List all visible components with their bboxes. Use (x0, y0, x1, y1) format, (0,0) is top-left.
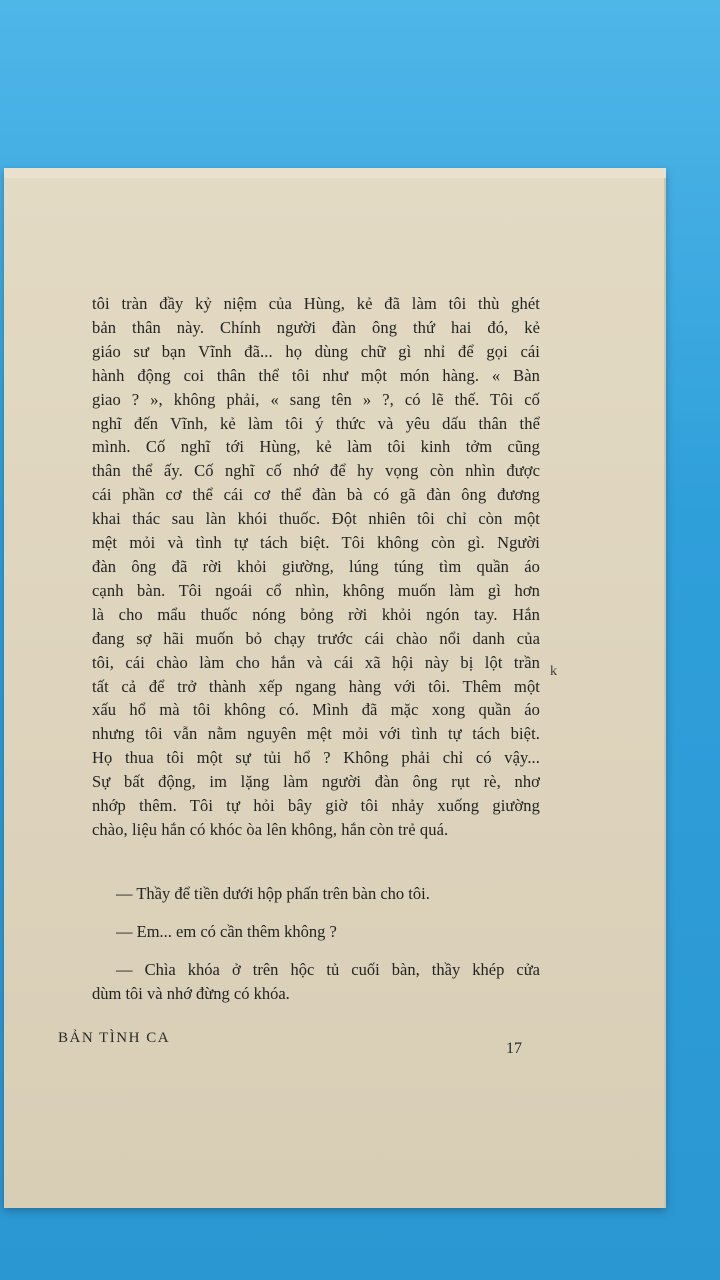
text-line: nhớp thêm. Tôi tự hỏi bây giờ tôi nhảy xuống giường (92, 796, 540, 816)
text-line: tôi tràn đầy kỷ niệm của Hùng, kẻ đã làm tôi thù ghét (92, 294, 540, 313)
text-line: đang sợ hãi muốn bỏ chạy trước cái chào nổi danh của (92, 628, 540, 648)
text-line: xấu hổ mà tôi không có. Mình đã mặc xong quần áo (92, 700, 540, 720)
margin-mark: k (550, 664, 557, 679)
text-line: giáo sư bạn Vĩnh đã... họ dùng chữ gì nhỉ để gọi cái (92, 341, 540, 361)
text-line: cạnh bàn. Tôi ngoái cổ nhìn, không muốn làm gì hơn (92, 580, 540, 600)
text-line: khai thác sau làn khói thuốc. Đột nhiên tôi chỉ còn một (92, 509, 540, 529)
text-line: Họ thua tôi một sự tủi hổ ? Không phải chỉ có vậy... (92, 748, 540, 768)
dialogue-line: — Thầy để tiền dưới hộp phấn trên bàn cho tôi. (116, 884, 430, 903)
text-line: tất cả để trở thành xếp ngang hàng với tôi. Thêm một (92, 676, 540, 696)
text-line: là cho mẩu thuốc nóng bỏng rời khỏi ngón tay. Hắn (92, 604, 540, 624)
text-line: cái phần cơ thể cái cơ thể đàn bà có gã đàn ông đương (92, 485, 540, 505)
main-paragraph (92, 292, 540, 842)
text-line: giao ? », không phải, « sang tên » ?, có lẽ thế. Tôi cố (92, 389, 540, 409)
text-line: mệt mỏi và tình tự tách biệt. Tôi không còn gì. Người (92, 533, 540, 553)
text-line: thân thể ấy. Cố nghĩ cố nhớ để hy vọng còn nhìn được (92, 461, 540, 481)
text-line: bản thân này. Chính người đàn ông thứ hai đó, kẻ (92, 317, 540, 337)
text-line: mình. Cố nghĩ tới Hùng, kẻ làm tôi kinh tởm cũng (92, 437, 540, 457)
text-line: chào, liệu hắn có khóc òa lên không, hắn còn trẻ quá. (92, 819, 449, 839)
dialogue-line: — Em... em có cần thêm không ? (116, 921, 337, 941)
text-line: nghĩ đến Vĩnh, kẻ làm tôi ý thức và yêu dấu thân thể (92, 413, 540, 433)
running-footer-title: BẢN TÌNH CA (58, 1030, 171, 1046)
page-number: 17 (506, 1040, 522, 1057)
dialogue-line-continuation: dùm tôi và nhớ đừng có khóa. (92, 983, 290, 1003)
dialogue-block (92, 882, 540, 1006)
text-line: hành động coi thân thể tôi như một món hàng. « Bàn (92, 365, 540, 385)
text-line: nhưng tôi vẫn nằm nguyên mệt mỏi với tình tự tách biệt. (92, 724, 540, 744)
page-top-edge (4, 168, 666, 178)
text-line: Sự bất động, im lặng làm người đàn ông rụt rè, nhơ (92, 772, 540, 792)
dialogue-line: — Chìa khóa ở trên hộc tủ cuối bàn, thầy khép cửa (116, 959, 540, 979)
text-line: đàn ông đã rời khỏi giường, lúng túng tìm quần áo (92, 556, 540, 576)
text-line: tôi, cái chào làm cho hắn và cái xã hội này bị lột trần (92, 652, 540, 672)
